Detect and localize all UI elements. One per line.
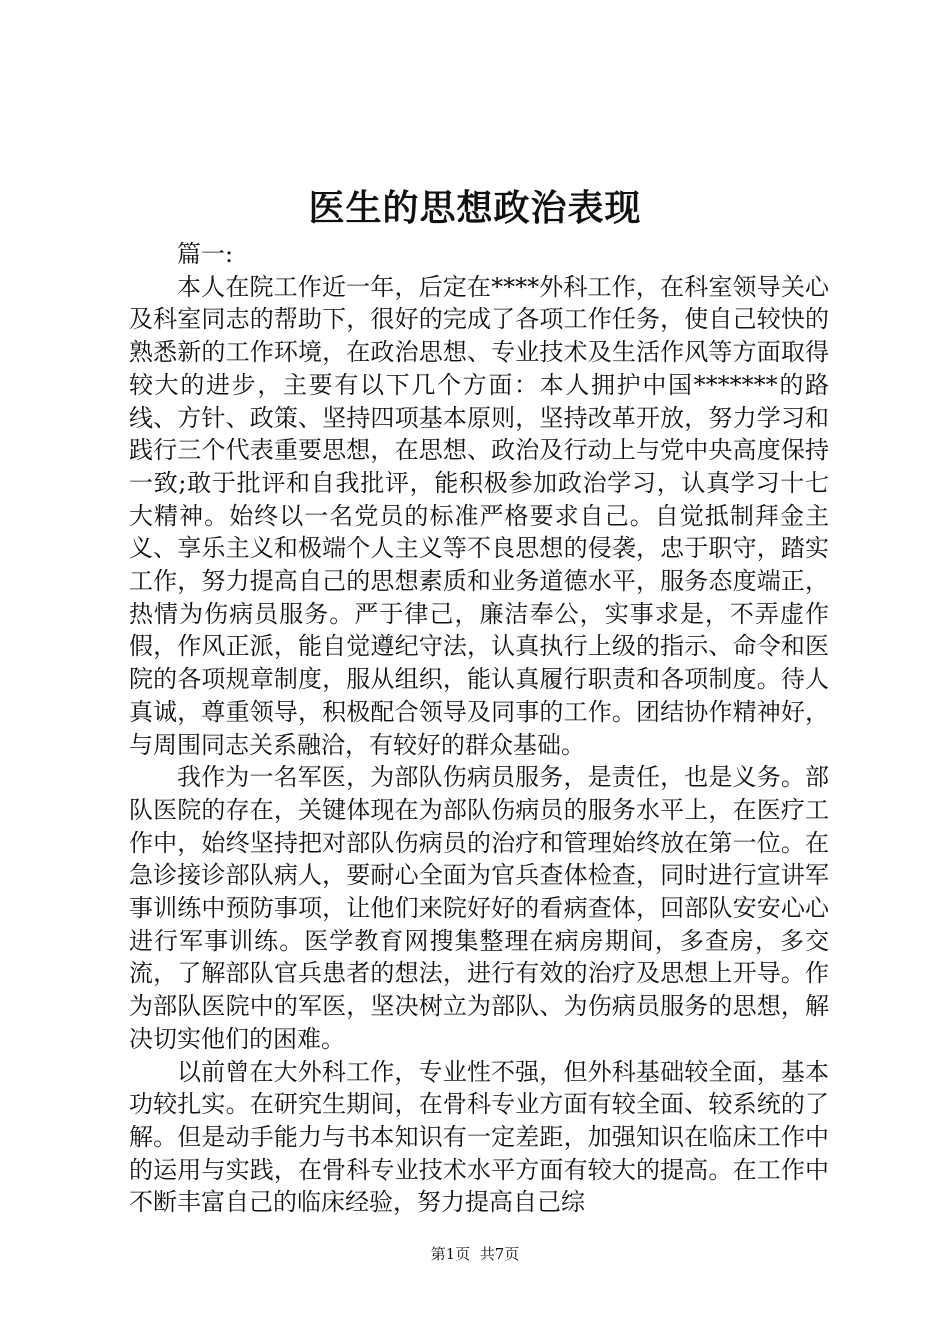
paragraph-1: 本人在院工作近一年，后定在****外科工作，在科室领导关心及科室同志的帮助下，很好的完成了各项工作任务，使自己较快的熟悉新的工作环境，在政治思想、专业技术及生活作风等方面取得较大的进步，主要有以下几个方面：本人拥护中国*******的路线、方针、政策、坚持四项基本原则，坚持改革开放，努力学习和践行三个代表重要思想，在思想、政治及行动上与党中央高度保持一致;敢于批评和自我批评，能积极参加政治学习，认真学习十七大精神。始终以一名党员的标准严格要求自己。自觉抵制拜金主义、享乐主义和极端个人主义等不良思想的侵袭，忠于职守，踏实工作，努力提高自己的思想素质和业务道德水平，服务态度端正，热情为伤病员服务。严于律己，廉洁奉公，实事求是，不弄虚作假，作风正派，能自觉遵纪守法，认真执行上级的指示、命令和医院的各项规章制度，服从组织，能认真履行职责和各项制度。待人真诚，尊重领导，积极配合领导及同事的工作。团结协作精神好，与周围同志关系融洽，有较好的群众基础。 (129, 272, 829, 759)
document-title: 医生的思想政治表现 (308, 187, 642, 229)
section-label: 篇一: (177, 240, 234, 268)
paragraph-2: 我作为一名军医，为部队伤病员服务，是责任，也是义务。部队医院的存在，关键体现在为部队伤病员的服务水平上，在医疗工作中，始终坚持把对部队伤病员的治疗和管理始终放在第一位。在急诊接诊部队病人，要耐心全面为官兵查体检查，同时进行宣讲军事训练中预防事项，让他们来院好好的看病查体，回部队安安心心进行军事训练。医学教育网搜集整理在病房期间，多查房，多交流，了解部队官兵患者的想法，进行有效的治疗及思想上开导。作为部队医院中的军医，坚决树立为部队、为伤病员服务的思想，解决切实他们的困难。 (129, 763, 829, 1053)
paragraph-3: 以前曾在大外科工作，专业性不强，但外科基础较全面，基本功较扎实。在研究生期间，在骨科专业方面有较全面、较系统的了解。但是动手能力与书本知识有一定差距，加强知识在临床工作中的运用与实践，在骨科专业技术水平方面有较大的提高。在工作中不断丰富自己的临床经验，努力提高自己综 (129, 1057, 829, 1217)
page-total: 共7页 (479, 1245, 520, 1263)
page-number: 第1页 (430, 1245, 471, 1263)
document-body (129, 238, 829, 1219)
page-footer (0, 1244, 950, 1264)
footer-spacer (470, 1245, 480, 1263)
